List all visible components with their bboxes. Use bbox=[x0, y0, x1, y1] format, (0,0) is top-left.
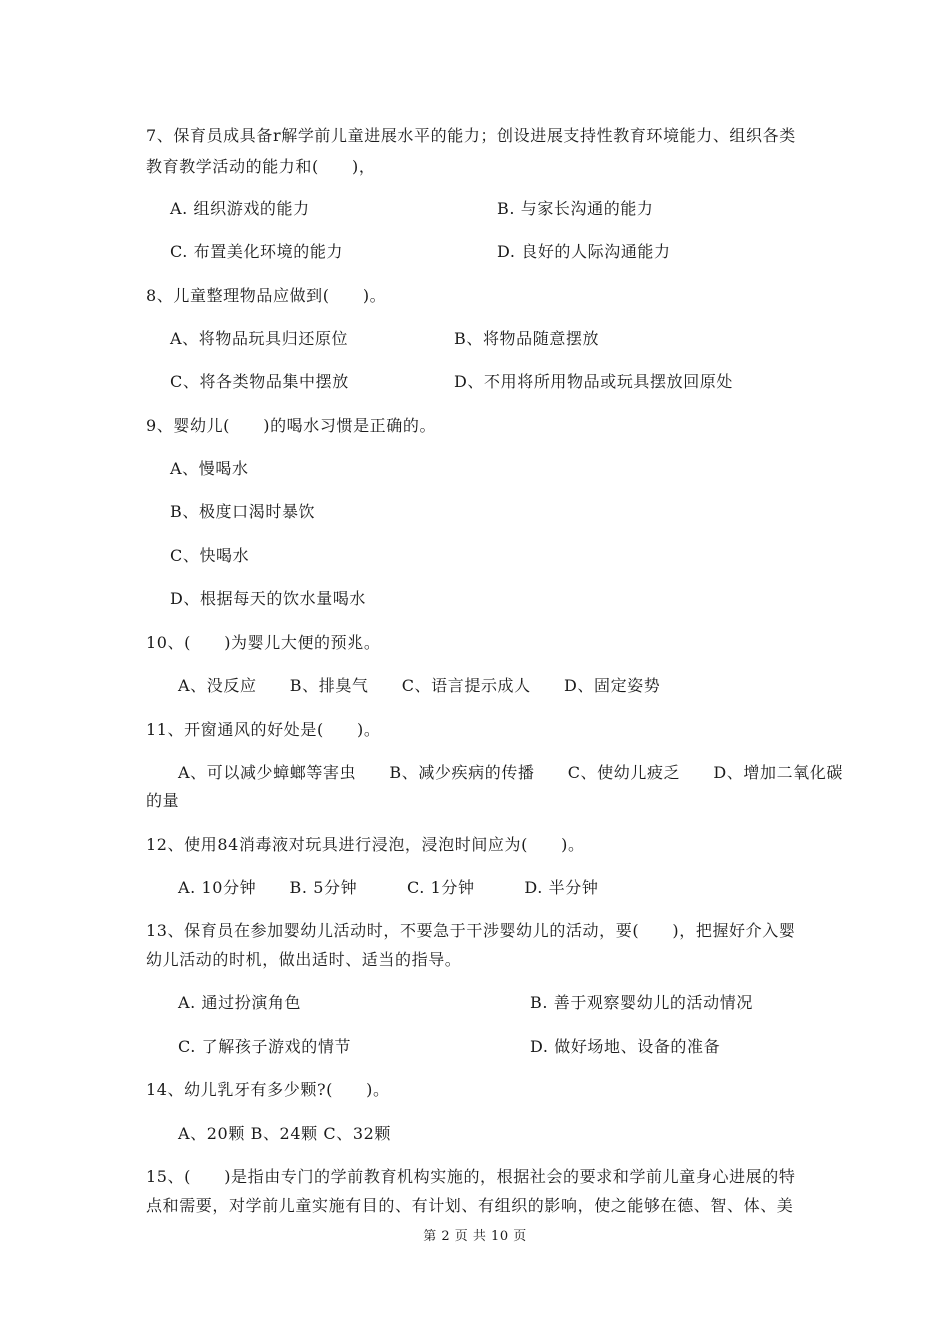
q9-stem: 9、婴幼儿( )的喝水习惯是正确的。 bbox=[146, 416, 437, 435]
q9-option-c: C、快喝水 bbox=[170, 546, 250, 565]
q7-option-d: D. 良好的人际沟通能力 bbox=[497, 242, 671, 261]
q7-stem-line2: 教育教学活动的能力和( )， bbox=[146, 157, 376, 176]
q12-options: A. 10分钟 B. 5分钟 C. 1分钟 D. 半分钟 bbox=[178, 878, 599, 897]
q13-stem-line2: 幼儿活动的时机，做出适时、适当的指导。 bbox=[146, 950, 462, 969]
q13-option-b: B. 善于观察婴幼儿的活动情况 bbox=[530, 993, 753, 1012]
q8-option-b: B、将物品随意摆放 bbox=[454, 329, 600, 348]
q7-option-a: A. 组织游戏的能力 bbox=[170, 199, 310, 218]
q11-options-line2: 的量 bbox=[146, 791, 180, 810]
q10-options: A、没反应 B、排臭气 C、语言提示成人 D、固定姿势 bbox=[178, 676, 661, 695]
q9-option-d: D、根据每天的饮水量喝水 bbox=[170, 589, 367, 608]
q14-stem: 14、幼儿乳牙有多少颗?( )。 bbox=[146, 1080, 390, 1099]
q7-option-b: B. 与家长沟通的能力 bbox=[497, 199, 654, 218]
q13-stem-line1: 13、保育员在参加婴幼儿活动时，不要急于干涉婴幼儿的活动，要( )，把握好介入婴 bbox=[146, 921, 796, 940]
page-footer: 第 2 页 共 10 页 bbox=[423, 1229, 527, 1244]
q7-stem-line1: 7、保育员成具备r解学前儿童进展水平的能力；创设进展支持性教育环境能力、组织各类 bbox=[146, 126, 796, 145]
q13-option-d: D. 做好场地、设备的准备 bbox=[530, 1037, 721, 1056]
q9-option-a: A、慢喝水 bbox=[170, 459, 249, 478]
q7-option-c: C. 布置美化环境的能力 bbox=[170, 242, 344, 261]
q8-option-a: A、将物品玩具归还原位 bbox=[170, 329, 349, 348]
q8-option-c: C、将各类物品集中摆放 bbox=[170, 372, 349, 391]
q14-options: A、20颗 B、24颗 C、32颗 bbox=[178, 1124, 392, 1143]
q9-option-b: B、极度口渴时暴饮 bbox=[170, 502, 316, 521]
q8-stem: 8、儿童整理物品应做到( )。 bbox=[146, 286, 387, 305]
q13-option-c: C. 了解孩子游戏的情节 bbox=[178, 1037, 352, 1056]
q12-stem: 12、使用84消毒液对玩具进行浸泡，浸泡时间应为( )。 bbox=[146, 835, 585, 854]
q15-stem-line2: 点和需要，对学前儿童实施有目的、有计划、有组织的影响，使之能够在德、智、体、美 bbox=[146, 1196, 794, 1215]
q11-stem: 11、开窗通风的好处是( )。 bbox=[146, 720, 381, 739]
q15-stem-line1: 15、( )是指由专门的学前教育机构实施的，根据社会的要求和学前儿童身心进展的特 bbox=[146, 1167, 796, 1186]
q8-option-d: D、不用将所用物品或玩具摆放回原处 bbox=[454, 372, 734, 391]
q13-option-a: A. 通过扮演角色 bbox=[178, 993, 302, 1012]
q10-stem: 10、( )为婴儿大便的预兆。 bbox=[146, 633, 381, 652]
q11-options-line1: A、可以减少蟑螂等害虫 B、减少疾病的传播 C、使幼儿疲乏 D、增加二氧化碳 bbox=[178, 763, 843, 782]
